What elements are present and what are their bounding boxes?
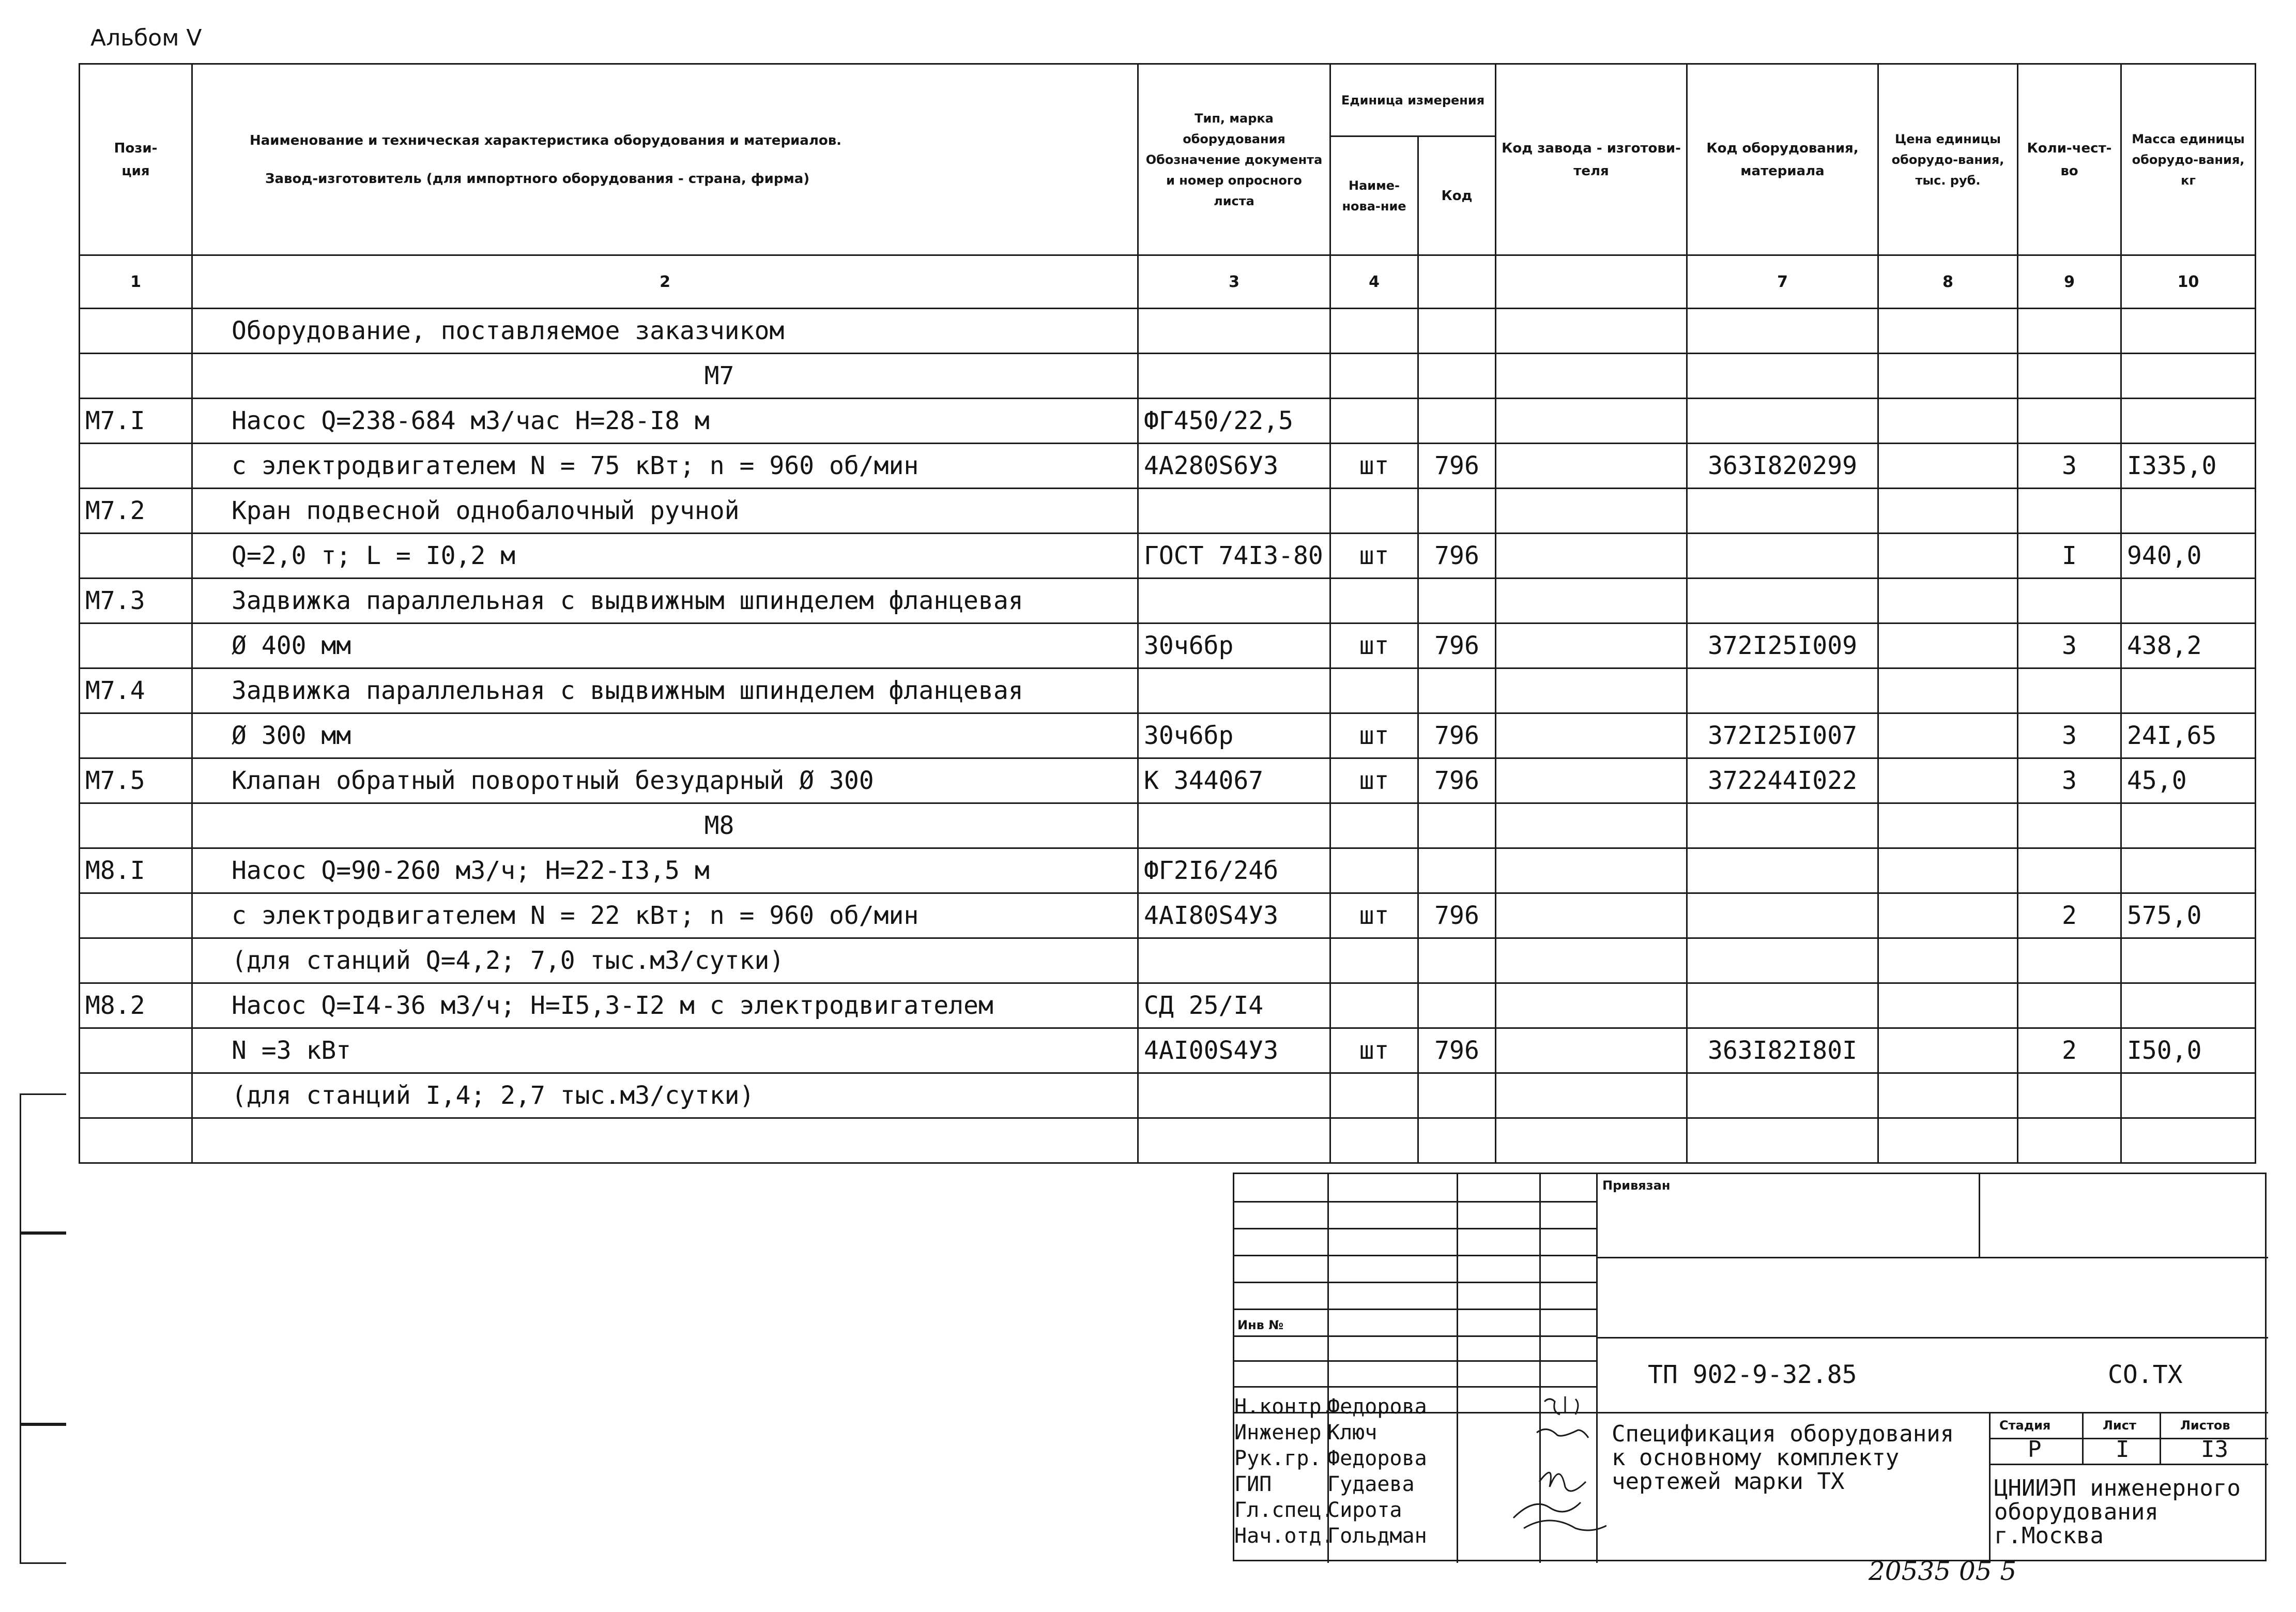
inventory-number-label: Инв № bbox=[1237, 1318, 1284, 1332]
row-unit-code bbox=[1418, 1118, 1496, 1163]
signature-name: Сирота bbox=[1327, 1498, 1402, 1522]
row-mass bbox=[2121, 1118, 2256, 1163]
row-unit: шт bbox=[1330, 893, 1418, 938]
signature-name: Гольдман bbox=[1327, 1524, 1427, 1548]
row-type bbox=[1138, 1118, 1330, 1163]
row-factory-code bbox=[1496, 623, 1687, 668]
row-unit-code: 796 bbox=[1418, 534, 1496, 579]
row-unit: шт bbox=[1330, 758, 1418, 803]
row-unit: шт bbox=[1330, 713, 1418, 758]
row-position bbox=[80, 893, 192, 938]
signature-name: Гудаева bbox=[1327, 1472, 1415, 1496]
header-unit-code: Код bbox=[1418, 136, 1496, 255]
row-mass bbox=[2121, 848, 2256, 893]
row-price bbox=[1878, 1118, 2018, 1163]
row-equipment-code bbox=[1687, 534, 1878, 579]
row-unit bbox=[1330, 489, 1418, 534]
row-factory-code bbox=[1496, 579, 1687, 623]
row-quantity bbox=[2018, 399, 2121, 444]
signature-role: Рук.гр. bbox=[1234, 1447, 1322, 1470]
row-name: N =3 кВт bbox=[192, 1028, 1138, 1073]
table-row bbox=[80, 938, 2256, 983]
sheet-value: I bbox=[2116, 1436, 2130, 1463]
row-quantity bbox=[2018, 489, 2121, 534]
table-row bbox=[80, 1028, 2256, 1073]
row-unit-code bbox=[1418, 938, 1496, 983]
row-equipment-code: 363I82I80I bbox=[1687, 1028, 1878, 1073]
org-line: оборудования bbox=[1994, 1499, 2159, 1525]
row-unit-code: 796 bbox=[1418, 893, 1496, 938]
row-factory-code bbox=[1496, 713, 1687, 758]
row-unit-code: 796 bbox=[1418, 623, 1496, 668]
signature-role: Н.контр. bbox=[1234, 1395, 1334, 1419]
row-position bbox=[80, 1118, 192, 1163]
table-row bbox=[80, 623, 2256, 668]
row-equipment-code bbox=[1687, 848, 1878, 893]
row-name: Насос Q=I4-36 м3/ч; H=I5,3-I2 м с электродвигателем bbox=[192, 983, 1138, 1028]
signature-row bbox=[1234, 1523, 1427, 1549]
table-row bbox=[80, 534, 2256, 579]
row-name: Задвижка параллельная с выдвижным шпинделем фланцевая bbox=[192, 579, 1138, 623]
row-mass bbox=[2121, 803, 2256, 848]
row-type: ФГ2I6/24б bbox=[1138, 848, 1330, 893]
row-equipment-code bbox=[1687, 354, 1878, 399]
table-row bbox=[80, 983, 2256, 1028]
row-position: М7.2 bbox=[80, 489, 192, 534]
row-name: Клапан обратный поворотный безударный Ø 300 bbox=[192, 758, 1138, 803]
table-row bbox=[80, 1073, 2256, 1118]
row-equipment-code bbox=[1687, 399, 1878, 444]
table-row bbox=[80, 848, 2256, 893]
col-number: 8 bbox=[1878, 255, 2018, 309]
row-price bbox=[1878, 354, 2018, 399]
header-position: Пози- ция bbox=[80, 64, 192, 255]
row-unit-code bbox=[1418, 803, 1496, 848]
row-type: 4А280S6У3 bbox=[1138, 444, 1330, 489]
attached-label: Привязан bbox=[1602, 1178, 1671, 1193]
table-row bbox=[80, 579, 2256, 623]
row-name: Насос Q=90-260 м3/ч; H=22-I3,5 м bbox=[192, 848, 1138, 893]
row-factory-code bbox=[1496, 983, 1687, 1028]
row-equipment-code bbox=[1687, 983, 1878, 1028]
col-number: 9 bbox=[2018, 255, 2121, 309]
row-factory-code bbox=[1496, 668, 1687, 713]
table-row bbox=[80, 713, 2256, 758]
row-unit bbox=[1330, 309, 1418, 354]
row-unit bbox=[1330, 579, 1418, 623]
row-mass: 438,2 bbox=[2121, 623, 2256, 668]
row-mass bbox=[2121, 1073, 2256, 1118]
row-type bbox=[1138, 579, 1330, 623]
col-number: 7 bbox=[1687, 255, 1878, 309]
row-mass bbox=[2121, 309, 2256, 354]
row-mass bbox=[2121, 354, 2256, 399]
signature-list bbox=[1234, 1394, 1427, 1549]
row-position bbox=[80, 534, 192, 579]
row-price bbox=[1878, 399, 2018, 444]
row-position: М7.4 bbox=[80, 668, 192, 713]
row-type: К 344067 bbox=[1138, 758, 1330, 803]
row-price bbox=[1878, 893, 2018, 938]
col-number: 3 bbox=[1138, 255, 1330, 309]
row-name: Ø 400 мм bbox=[192, 623, 1138, 668]
org-line: г.Москва bbox=[1994, 1523, 2104, 1549]
row-quantity: I bbox=[2018, 534, 2121, 579]
row-unit-code bbox=[1418, 354, 1496, 399]
row-price bbox=[1878, 668, 2018, 713]
row-equipment-code bbox=[1687, 489, 1878, 534]
row-unit bbox=[1330, 1118, 1418, 1163]
header-type: Тип, марка оборудования Обозначение документа и номер опросного листа bbox=[1138, 64, 1330, 255]
row-equipment-code: 372I25I007 bbox=[1687, 713, 1878, 758]
table-row bbox=[80, 758, 2256, 803]
row-factory-code bbox=[1496, 489, 1687, 534]
row-unit: шт bbox=[1330, 534, 1418, 579]
row-price bbox=[1878, 444, 2018, 489]
row-unit-code bbox=[1418, 489, 1496, 534]
row-equipment-code bbox=[1687, 938, 1878, 983]
row-factory-code bbox=[1496, 444, 1687, 489]
row-quantity: 3 bbox=[2018, 444, 2121, 489]
row-factory-code bbox=[1496, 848, 1687, 893]
row-unit: шт bbox=[1330, 623, 1418, 668]
row-mass: 24I,65 bbox=[2121, 713, 2256, 758]
row-price bbox=[1878, 713, 2018, 758]
table-row bbox=[80, 668, 2256, 713]
row-factory-code bbox=[1496, 1028, 1687, 1073]
row-price bbox=[1878, 983, 2018, 1028]
signature-role: Инженер bbox=[1234, 1421, 1322, 1444]
row-position bbox=[80, 1028, 192, 1073]
row-position bbox=[80, 444, 192, 489]
row-mass: 940,0 bbox=[2121, 534, 2256, 579]
row-quantity: 3 bbox=[2018, 713, 2121, 758]
row-equipment-code: 372244I022 bbox=[1687, 758, 1878, 803]
row-price bbox=[1878, 758, 2018, 803]
row-equipment-code: 363I820299 bbox=[1687, 444, 1878, 489]
row-name: Q=2,0 т; L = I0,2 м bbox=[192, 534, 1138, 579]
row-type bbox=[1138, 309, 1330, 354]
row-name: (для станций Q=4,2; 7,0 тыс.м3/сутки) bbox=[192, 938, 1138, 983]
row-unit-code: 796 bbox=[1418, 758, 1496, 803]
row-unit bbox=[1330, 1073, 1418, 1118]
row-type: 30ч6бр bbox=[1138, 713, 1330, 758]
row-unit-code bbox=[1418, 848, 1496, 893]
row-factory-code bbox=[1496, 309, 1687, 354]
row-equipment-code bbox=[1687, 1118, 1878, 1163]
row-mass bbox=[2121, 983, 2256, 1028]
row-unit bbox=[1330, 938, 1418, 983]
row-type bbox=[1138, 668, 1330, 713]
row-quantity: 3 bbox=[2018, 623, 2121, 668]
row-name: с электродвигателем N = 75 кВт; n = 960 об/мин bbox=[192, 444, 1138, 489]
header-unit-name: Наиме-нова-ние bbox=[1330, 136, 1418, 255]
signature-row bbox=[1234, 1446, 1427, 1471]
row-name: Кран подвесной однобалочный ручной bbox=[192, 489, 1138, 534]
row-quantity bbox=[2018, 668, 2121, 713]
row-price bbox=[1878, 938, 2018, 983]
footer-number: 20535 05 5 bbox=[1869, 1556, 2017, 1586]
row-type: ГОСТ 74I3-80 bbox=[1138, 534, 1330, 579]
col-number bbox=[1418, 255, 1496, 309]
table-row bbox=[80, 1118, 2256, 1163]
header-factory-code: Код завода - изготови-теля bbox=[1496, 64, 1687, 255]
title-line: чертежей марки ТХ bbox=[1612, 1468, 1845, 1495]
header-mass: Масса единицы оборудо-вания, кг bbox=[2121, 64, 2256, 255]
header-name bbox=[192, 64, 1138, 255]
row-type: СД 25/I4 bbox=[1138, 983, 1330, 1028]
row-factory-code bbox=[1496, 803, 1687, 848]
row-price bbox=[1878, 623, 2018, 668]
row-type: ФГ450/22,5 bbox=[1138, 399, 1330, 444]
row-equipment-code bbox=[1687, 803, 1878, 848]
row-type: 4АI00S4У3 bbox=[1138, 1028, 1330, 1073]
row-unit-code: 796 bbox=[1418, 444, 1496, 489]
org-line: ЦНИИЭП инженерного bbox=[1994, 1475, 2241, 1501]
header-unit-group: Единица измерения bbox=[1330, 64, 1496, 136]
row-position bbox=[80, 938, 192, 983]
handwritten-signatures bbox=[1451, 1391, 1606, 1557]
row-factory-code bbox=[1496, 758, 1687, 803]
row-position bbox=[80, 803, 192, 848]
title-block bbox=[1233, 1173, 2267, 1561]
row-factory-code bbox=[1496, 893, 1687, 938]
row-price bbox=[1878, 848, 2018, 893]
row-equipment-code bbox=[1687, 579, 1878, 623]
signature-role: Нач.отд. bbox=[1234, 1524, 1334, 1548]
row-unit-code bbox=[1418, 579, 1496, 623]
row-position bbox=[80, 623, 192, 668]
row-unit-code: 796 bbox=[1418, 713, 1496, 758]
header-name-line2: Завод-изготовитель (для импортного оборудования - страна, фирма) bbox=[265, 171, 810, 187]
column-numbers-row bbox=[80, 255, 2256, 309]
header-name-line1: Наименование и техническая характеристика оборудования и материалов. bbox=[250, 132, 842, 148]
row-mass bbox=[2121, 489, 2256, 534]
row-position bbox=[80, 1073, 192, 1118]
row-position: М7.I bbox=[80, 399, 192, 444]
table-row bbox=[80, 893, 2256, 938]
signature-row bbox=[1234, 1420, 1427, 1446]
document-mark: СО.ТХ bbox=[2108, 1360, 2183, 1389]
signature-name: Федорова bbox=[1327, 1447, 1427, 1470]
row-equipment-code bbox=[1687, 668, 1878, 713]
margin-box bbox=[20, 1093, 66, 1233]
row-price bbox=[1878, 579, 2018, 623]
row-quantity bbox=[2018, 803, 2121, 848]
row-name: М7 bbox=[192, 354, 1138, 399]
row-quantity bbox=[2018, 579, 2121, 623]
signature-row bbox=[1234, 1497, 1427, 1523]
row-factory-code bbox=[1496, 1118, 1687, 1163]
sheet-label: Лист bbox=[2103, 1418, 2136, 1433]
row-position: М7.5 bbox=[80, 758, 192, 803]
row-factory-code bbox=[1496, 534, 1687, 579]
title-line: Спецификация оборудования bbox=[1612, 1421, 1954, 1447]
row-name: Насос Q=238-684 м3/час H=28-I8 м bbox=[192, 399, 1138, 444]
row-quantity bbox=[2018, 983, 2121, 1028]
row-quantity bbox=[2018, 848, 2121, 893]
row-position: М8.2 bbox=[80, 983, 192, 1028]
row-quantity: 2 bbox=[2018, 1028, 2121, 1073]
row-type: 4АI80S4У3 bbox=[1138, 893, 1330, 938]
signature-row bbox=[1234, 1394, 1427, 1420]
row-quantity bbox=[2018, 1073, 2121, 1118]
row-position bbox=[80, 309, 192, 354]
row-name: Задвижка параллельная с выдвижным шпинделем фланцевая bbox=[192, 668, 1138, 713]
row-position: М7.3 bbox=[80, 579, 192, 623]
signature-name: Ключ bbox=[1327, 1421, 1377, 1444]
signature-name: Федорова bbox=[1327, 1395, 1427, 1419]
row-mass: I50,0 bbox=[2121, 1028, 2256, 1073]
signature-role: Гл.спец. bbox=[1234, 1498, 1334, 1522]
row-quantity bbox=[2018, 309, 2121, 354]
row-position bbox=[80, 713, 192, 758]
margin-box bbox=[20, 1233, 66, 1424]
col-number bbox=[1496, 255, 1687, 309]
row-equipment-code: 372I25I009 bbox=[1687, 623, 1878, 668]
row-unit-code bbox=[1418, 309, 1496, 354]
row-type bbox=[1138, 1073, 1330, 1118]
row-mass: 45,0 bbox=[2121, 758, 2256, 803]
row-unit-code bbox=[1418, 1073, 1496, 1118]
row-unit bbox=[1330, 399, 1418, 444]
row-unit bbox=[1330, 848, 1418, 893]
header-quantity: Коли-чест-во bbox=[2018, 64, 2121, 255]
row-type bbox=[1138, 354, 1330, 399]
row-factory-code bbox=[1496, 354, 1687, 399]
row-name: (для станций I,4; 2,7 тыс.м3/сутки) bbox=[192, 1073, 1138, 1118]
row-type bbox=[1138, 489, 1330, 534]
row-unit bbox=[1330, 354, 1418, 399]
row-name: М8 bbox=[192, 803, 1138, 848]
row-type: 30ч6бр bbox=[1138, 623, 1330, 668]
organization bbox=[1994, 1477, 2241, 1548]
row-unit-code: 796 bbox=[1418, 1028, 1496, 1073]
row-quantity bbox=[2018, 354, 2121, 399]
signature-row bbox=[1234, 1471, 1427, 1497]
row-name: Оборудование, поставляемое заказчиком bbox=[192, 309, 1138, 354]
row-unit bbox=[1330, 803, 1418, 848]
row-equipment-code bbox=[1687, 309, 1878, 354]
col-number: 1 bbox=[80, 255, 192, 309]
row-type bbox=[1138, 803, 1330, 848]
row-price bbox=[1878, 534, 2018, 579]
row-unit bbox=[1330, 668, 1418, 713]
row-name: с электродвигателем N = 22 кВт; n = 960 об/мин bbox=[192, 893, 1138, 938]
row-price bbox=[1878, 1073, 2018, 1118]
table-row bbox=[80, 489, 2256, 534]
table-row bbox=[80, 309, 2256, 354]
row-factory-code bbox=[1496, 399, 1687, 444]
header-equipment-code: Код оборудования, материала bbox=[1687, 64, 1878, 255]
row-quantity bbox=[2018, 1118, 2121, 1163]
row-name bbox=[192, 1118, 1138, 1163]
row-name: Ø 300 мм bbox=[192, 713, 1138, 758]
row-position: М8.I bbox=[80, 848, 192, 893]
header-row bbox=[80, 64, 2256, 136]
sheets-label: Листов bbox=[2180, 1418, 2230, 1433]
row-mass bbox=[2121, 668, 2256, 713]
specification-table bbox=[79, 63, 2256, 1164]
stage-value: Р bbox=[2028, 1436, 2042, 1463]
col-number: 2 bbox=[192, 255, 1138, 309]
row-mass: 575,0 bbox=[2121, 893, 2256, 938]
row-quantity: 2 bbox=[2018, 893, 2121, 938]
row-unit: шт bbox=[1330, 444, 1418, 489]
row-mass bbox=[2121, 399, 2256, 444]
row-factory-code bbox=[1496, 1073, 1687, 1118]
row-mass bbox=[2121, 938, 2256, 983]
row-equipment-code bbox=[1687, 893, 1878, 938]
row-mass: I335,0 bbox=[2121, 444, 2256, 489]
row-unit-code bbox=[1418, 983, 1496, 1028]
table-row bbox=[80, 803, 2256, 848]
table-row bbox=[80, 444, 2256, 489]
table-row bbox=[80, 354, 2256, 399]
row-position bbox=[80, 354, 192, 399]
col-number: 4 bbox=[1330, 255, 1418, 309]
header-price: Цена единицы оборудо-вания, тыс. руб. bbox=[1878, 64, 2018, 255]
margin-box bbox=[20, 1424, 66, 1564]
document-code: ТП 902-9-32.85 bbox=[1648, 1360, 1857, 1389]
row-unit: шт bbox=[1330, 1028, 1418, 1073]
row-unit-code bbox=[1418, 668, 1496, 713]
sheets-value: I3 bbox=[2201, 1436, 2228, 1463]
title-line: к основному комплекту bbox=[1612, 1444, 1900, 1471]
document-title bbox=[1612, 1422, 1954, 1494]
row-price bbox=[1878, 309, 2018, 354]
signature-role: ГИП bbox=[1234, 1472, 1272, 1496]
row-mass bbox=[2121, 579, 2256, 623]
row-equipment-code bbox=[1687, 1073, 1878, 1118]
col-number: 10 bbox=[2121, 255, 2256, 309]
row-price bbox=[1878, 489, 2018, 534]
row-price bbox=[1878, 1028, 2018, 1073]
album-label: Альбом V bbox=[90, 25, 202, 51]
table-row bbox=[80, 399, 2256, 444]
row-factory-code bbox=[1496, 938, 1687, 983]
row-type bbox=[1138, 938, 1330, 983]
row-price bbox=[1878, 803, 2018, 848]
row-unit-code bbox=[1418, 399, 1496, 444]
stage-label: Стадия bbox=[1999, 1418, 2051, 1433]
row-unit bbox=[1330, 983, 1418, 1028]
row-quantity bbox=[2018, 938, 2121, 983]
row-quantity: 3 bbox=[2018, 758, 2121, 803]
